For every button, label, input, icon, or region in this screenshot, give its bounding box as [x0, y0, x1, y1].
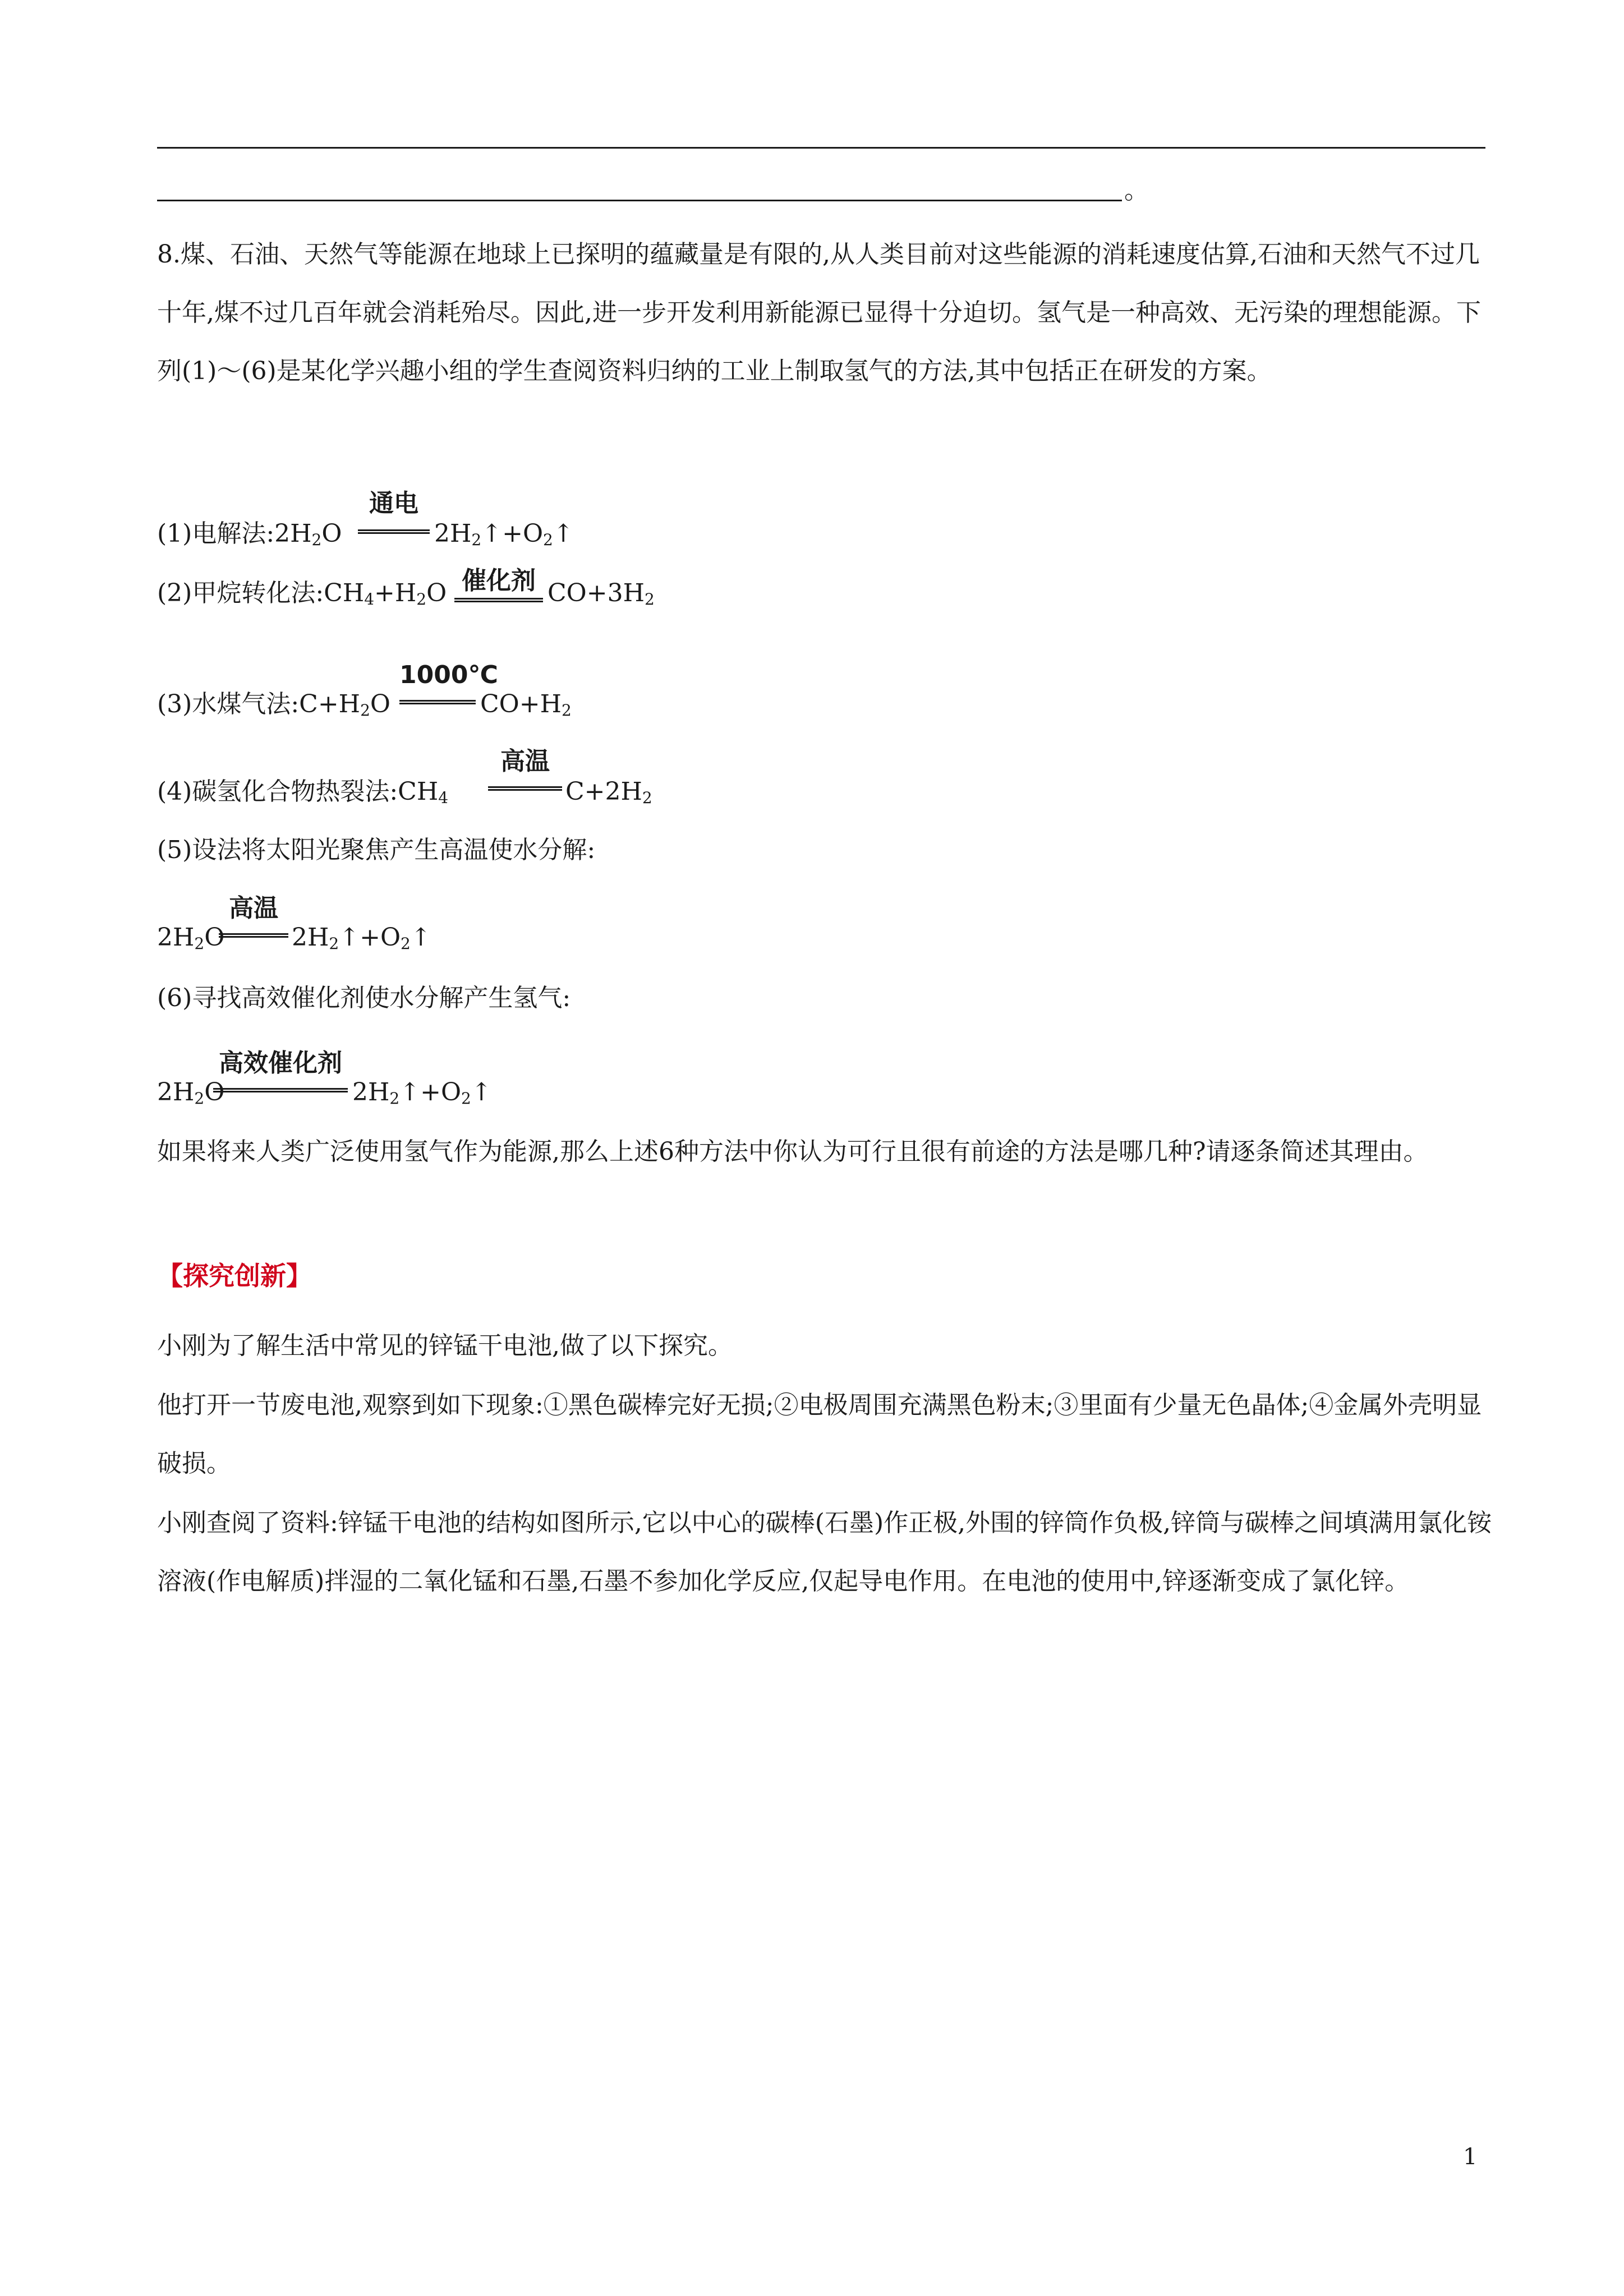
method-5-label: (5)设法将太阳光聚焦产生高温使水分解: — [157, 836, 596, 864]
method-4-equals — [488, 786, 562, 791]
method-5-condition: 高温 — [229, 894, 278, 923]
explore-paragraph-2: 他打开一节废电池,观察到如下现象:①黑色碳棒完好无损;②电极周围充满黑色粉末;③里面有少量无色晶体;④金属外壳明显破损。 — [157, 1391, 1482, 1478]
method-1: (1)电解法$:2H_2O$ — [157, 519, 342, 549]
method-2-equals — [454, 598, 543, 602]
method-2-products: $CO+3H_2$ — [548, 579, 655, 608]
explore-paragraph-1: 小刚为了解生活中常见的锌锰干电池,做了以下探究。 — [157, 1331, 733, 1360]
method-6-equals — [213, 1088, 348, 1092]
method-1-label: (1)电解法:2H — [157, 519, 312, 548]
method-4-products: $C+2H_2$ — [565, 777, 652, 807]
explore-paragraph-3: 小刚查阅了资料:锌锰干电池的结构如图所示,它以中心的碳棒(石墨)作正极,外围的锌筒作负极,锌筒与碳棒之间填满用氯化铵溶液(作电解质)拌湿的二氧化锰和石墨,石墨不参加化学反应,仅起导电作用。在电池的使用中,锌逐渐变成了氯化锌。 — [157, 1509, 1492, 1596]
method-5-equals — [219, 933, 288, 938]
answer-line-1 — [157, 147, 1485, 149]
method-2-condition: 催化剂 — [462, 566, 536, 595]
answer-line-2 — [157, 200, 1122, 201]
method-2-label: (2)甲烷转化法:CH — [157, 579, 365, 607]
section-tag-explore: 【探究创新】 — [157, 1261, 312, 1291]
question-8-prompt: 如果将来人类广泛使用氢气作为能源,那么上述6种方法中你认为可行且很有前途的方法是哪几种?请逐条简述其理由。 — [157, 1137, 1428, 1166]
method-5-products: $2H_2↑+O_2↑$ — [292, 923, 431, 953]
method-3-products: $CO+H_2$ — [480, 690, 572, 720]
question-8-intro: 8.煤、石油、天然气等能源在地球上已探明的蕴藏量是有限的,从人类目前对这些能源的消耗速度估算,石油和天然气不过几十年,煤不过几百年就会消耗殆尽。因此,进一步开发利用新能源已显得十分迫切。氢气是一种高效、无污染的理想能源。下列(1)～(6)是某化学兴趣小组的学生查阅资料归纳的工业上制取氢气的方法,其中包括正在研发的方案。 — [157, 240, 1481, 385]
method-3: (3)水煤气法$:C+H_2O$ — [157, 690, 390, 720]
page-number: 1 — [1463, 2144, 1478, 2170]
answer-end-mark: 。 — [1124, 176, 1149, 205]
method-4: (4)碳氢化合物热裂法$:CH_4$ — [157, 777, 449, 807]
method-4-condition: 高温 — [500, 747, 550, 776]
method-3-label: (3)水煤气法:C+H — [157, 690, 361, 718]
method-3-condition: 1000℃ — [399, 661, 498, 689]
method-3-equals — [399, 700, 476, 704]
method-6-products: $2H_2↑+O_2↑$ — [352, 1078, 492, 1108]
method-5-reactant: $2H_2O$ — [157, 923, 225, 953]
method-6-condition: 高效催化剂 — [219, 1049, 342, 1077]
method-1-products: $2H_2↑+O_2↑$ — [434, 519, 574, 549]
method-1-condition: 通电 — [369, 489, 418, 518]
method-4-label: (4)碳氢化合物热裂法:CH — [157, 777, 439, 806]
method-1-equals — [358, 529, 430, 534]
method-6-reactant: $2H_2O$ — [157, 1078, 225, 1108]
method-2: (2)甲烷转化法$:CH_4+H_2O$ — [157, 579, 447, 608]
method-6-label: (6)寻找高效催化剂使水分解产生氢气: — [157, 984, 571, 1012]
